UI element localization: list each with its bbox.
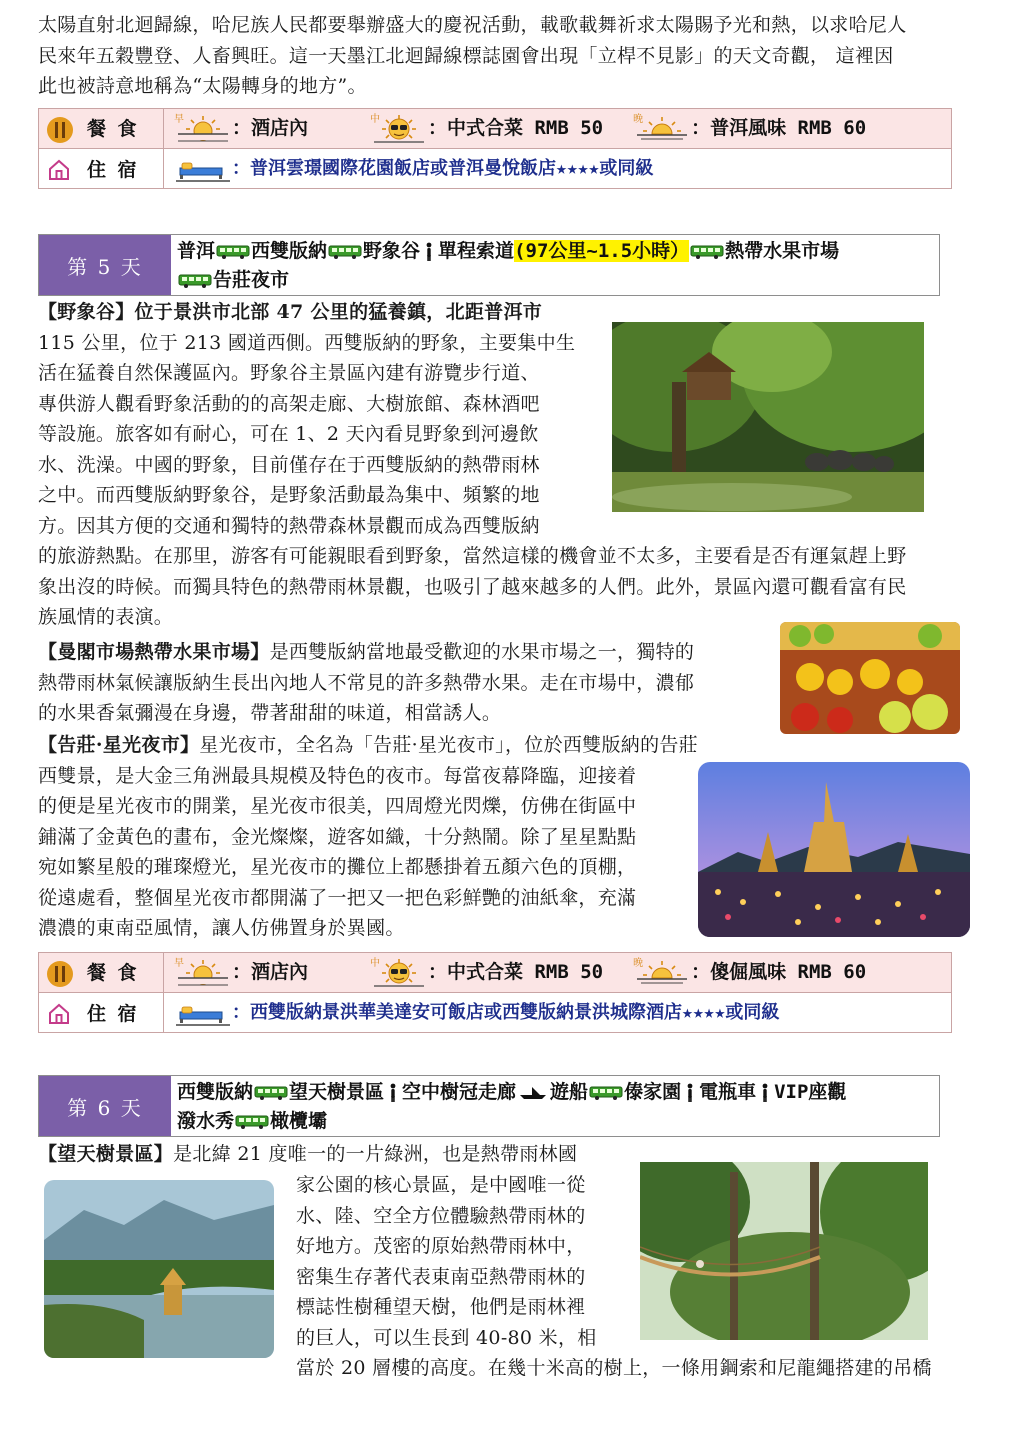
elephant-paragraph-bottom: [38, 541, 988, 633]
lodging-label-cell: [39, 993, 164, 1033]
text-line: 宛如繁星般的璀璨燈光，星光夜市的攤位上都懸掛着五顏六色的頂棚，: [38, 856, 637, 878]
night-market-paragraph: [38, 730, 728, 944]
text-line: 水、洗澡。中國的野象，目前僅存在于西雙版納的熱帶雨林: [38, 453, 540, 476]
text-line: 是西雙版納當地最受歡迎的水果市場之一，獨特的: [269, 641, 695, 663]
lake-aerial-photo: [44, 1180, 274, 1358]
tree-paragraph: [296, 1170, 626, 1353]
section-title: 【望天樹景區】: [38, 1143, 174, 1165]
route-stop: 西雙版納: [251, 240, 328, 262]
route-stop: 遊船: [550, 1081, 589, 1103]
text-line: 方。因其方便的交通和獨特的熱帶森林景觀而成為西雙版納: [38, 514, 540, 537]
meal-row: [164, 109, 952, 149]
meal-table-day5: [38, 952, 952, 1033]
day5-header: [38, 234, 940, 296]
lodging-text: ：西雙版納景洪華美達安可飯店或西雙版納景洪城際酒店★★★★或同級: [232, 1001, 780, 1023]
lodging-text: ：普洱雲璟國際花園飯店或普洱曼悅飯店★★★★或同級: [232, 157, 654, 179]
lunch-text: ：中式合菜 RMB 50: [428, 117, 604, 140]
elephant-valley-photo: [612, 322, 924, 512]
route-stop: 單程索道: [438, 240, 515, 262]
bus-icon: [216, 245, 250, 259]
text-line: 家公園的核心景區，是中國唯一從: [296, 1174, 586, 1196]
bus-icon: [254, 1086, 288, 1100]
text-line: 象出沒的時候。而獨具特色的熱帶雨林景觀，也吸引了越來越多的人們。此外，景區內還可觀看富有民: [38, 575, 907, 598]
dinner-text: ：普洱風味 RMB 60: [691, 117, 867, 140]
bed-icon: [174, 998, 232, 1028]
intro-line: 民來年五穀豐登、人畜興旺。這一天墨江北迴歸線標誌園會出現「立桿不見影」的天文奇觀， 這裡因: [38, 44, 894, 67]
tree-last-line: [296, 1353, 986, 1384]
text-line: 是北緯 21 度唯一的一片綠洲，也是熱帶雨林國: [173, 1143, 578, 1165]
text-line: 熱帶雨林氣候讓版納生長出內地人不常見的許多熱帶水果。走在市場中，濃郁: [38, 671, 695, 694]
sunrise-icon: 早: [174, 114, 232, 144]
intro-line: 太陽直射北迴歸線，哈尼族人民都要舉辦盛大的慶祝活動，載歌載舞祈求太陽賜予光和熱，以求哈尼人: [38, 14, 907, 36]
route-stop: 望天樹景區: [289, 1081, 385, 1103]
route-stop: 告莊夜市: [213, 269, 290, 291]
text-line: 活在猛養自然保護區內。野象谷主景區內建有游覽步行道、: [38, 362, 540, 384]
text-line: 好地方。茂密的原始熱帶雨林中，: [296, 1235, 586, 1257]
lodging-row: [164, 149, 952, 189]
meal-label: 餐 食: [87, 962, 137, 985]
text-line: 星光夜市，全名為「告莊·星光夜市」，位於西雙版納的告莊: [199, 734, 698, 756]
day6-route: [171, 1076, 939, 1136]
text-line: 的巨人，可以生長到 40-80 米，相: [296, 1326, 597, 1349]
breakfast-text: ：酒店內: [232, 961, 309, 984]
bus-icon: [328, 245, 362, 259]
breakfast-text: ：酒店內: [232, 117, 309, 140]
house-icon: [47, 1002, 71, 1026]
route-stop: 空中樹冠走廊: [402, 1081, 517, 1103]
fruit-market-photo: [780, 622, 960, 734]
text-line: 族風情的表演。: [38, 606, 174, 628]
night-market-photo: [698, 762, 970, 937]
text-line: 115 公里，位于 213 國道西側。西雙版納的野象，主要集中生: [38, 331, 576, 354]
route-stop: 橄欖壩: [270, 1110, 328, 1132]
bus-icon: [589, 1086, 623, 1100]
intro-paragraph: [38, 10, 988, 102]
bus-icon: [178, 274, 212, 288]
route-distance: (97公里~1.5小時）: [514, 240, 690, 262]
sun-sunglasses-icon: 中: [370, 114, 428, 144]
bed-icon: [174, 154, 232, 184]
meal-row: [164, 953, 952, 993]
person-walk-icon: [685, 1083, 695, 1103]
route-stop: 野象谷: [363, 240, 421, 262]
text-line: 專供游人觀看野象活動的的高架走廊、大樹旅館、森林酒吧: [38, 392, 540, 415]
text-line: 鋪滿了金黃色的畫布，金光燦燦，遊客如織，十分熱鬧。除了星星點點: [38, 825, 637, 848]
text-line: 的水果香氣彌漫在身邊，帶著甜甜的味道，相當誘人。: [38, 702, 502, 724]
sunset-icon: 晚: [633, 114, 691, 144]
meal-table-day4: [38, 108, 952, 189]
day6-label: 第 6 天: [39, 1076, 171, 1136]
lodging-label: 住 宿: [87, 1002, 137, 1025]
route-stop: 電瓶車: [699, 1081, 757, 1103]
text-line: 從遠處看，整個星光夜市都開滿了一把又一把色彩鮮艷的油紙傘，充滿: [38, 886, 637, 909]
intro-line: 此也被詩意地稱為“太陽轉身的地方”。: [38, 75, 367, 97]
lodging-row: [164, 993, 952, 1033]
day5-label: 第 5 天: [39, 235, 171, 295]
route-stop: 傣家園: [624, 1081, 682, 1103]
route-stop: 熱帶水果市場: [725, 240, 840, 262]
sun-sunglasses-icon: 中: [370, 958, 428, 988]
section-title: 【告莊·星光夜市】: [38, 734, 200, 756]
section-title: 【曼閣市場熱帶水果市場】: [38, 641, 270, 663]
route-stop: 西雙版納: [177, 1081, 254, 1103]
text-line: 標誌性樹種望天樹，他們是雨林裡: [296, 1296, 586, 1318]
dinner-text: ：傻倔風味 RMB 60: [691, 961, 867, 984]
meal-label-cell: [39, 953, 164, 993]
person-walk-icon: [388, 1083, 398, 1103]
day6-header: [38, 1075, 940, 1137]
tree-title-line: [38, 1139, 618, 1170]
sunset-icon: 晚: [633, 958, 691, 988]
day5-route: [171, 235, 939, 295]
person-walk-icon: [760, 1083, 770, 1103]
text-line: 之中。而西雙版納野象谷，是野象活動最為集中、頻繁的地: [38, 484, 540, 506]
text-line: 的旅游熱點。在那里，游客有可能親眼看到野象，當然這樣的機會並不太多，主要看是否有運氣趕上野: [38, 545, 907, 567]
route-stop: VIP座觀: [774, 1081, 847, 1103]
fork-knife-icon: [47, 117, 73, 143]
route-stop: 普洱: [177, 240, 216, 262]
text-line: 水、陸、空全方位體驗熱帶雨林的: [296, 1204, 586, 1227]
text-line: 等設施。旅客如有耐心，可在 1、2 天內看見野象到河邊飲: [38, 423, 539, 445]
elephant-paragraph-top: [38, 297, 598, 541]
lunch-text: ：中式合菜 RMB 50: [428, 961, 604, 984]
text-line: 濃濃的東南亞風情，讓人仿佛置身於異國。: [38, 917, 405, 939]
text-line: 的便是星光夜市的開業，星光夜市很美，四周燈光閃爍，仿佛在街區中: [38, 795, 637, 817]
text-line: 當於 20 層樓的高度。在幾十米高的樹上，一條用鋼索和尼龍繩搭建的吊橋: [296, 1357, 932, 1379]
person-walk-icon: [424, 242, 434, 262]
meal-label-cell: [39, 109, 164, 149]
sunrise-icon: 早: [174, 958, 232, 988]
fork-knife-icon: [47, 961, 73, 987]
text-line: 密集生存著代表東南亞熱帶雨林的: [296, 1265, 586, 1288]
text-line: 【野象谷】位于景洪市北部 47 公里的猛養鎮，北距普洱市: [38, 301, 543, 323]
boat-icon: [518, 1086, 548, 1100]
lodging-label-cell: [39, 149, 164, 189]
bus-icon: [690, 245, 724, 259]
bus-icon: [235, 1115, 269, 1129]
fruit-paragraph: [38, 637, 758, 729]
route-stop: 潑水秀: [177, 1110, 235, 1132]
text-line: 西雙景，是大金三角洲最具規模及特色的夜市。每當夜幕降臨，迎接着: [38, 764, 637, 787]
canopy-walkway-photo: [640, 1162, 928, 1340]
house-icon: [47, 158, 71, 182]
meal-label: 餐 食: [87, 118, 137, 141]
lodging-label: 住 宿: [87, 158, 137, 181]
